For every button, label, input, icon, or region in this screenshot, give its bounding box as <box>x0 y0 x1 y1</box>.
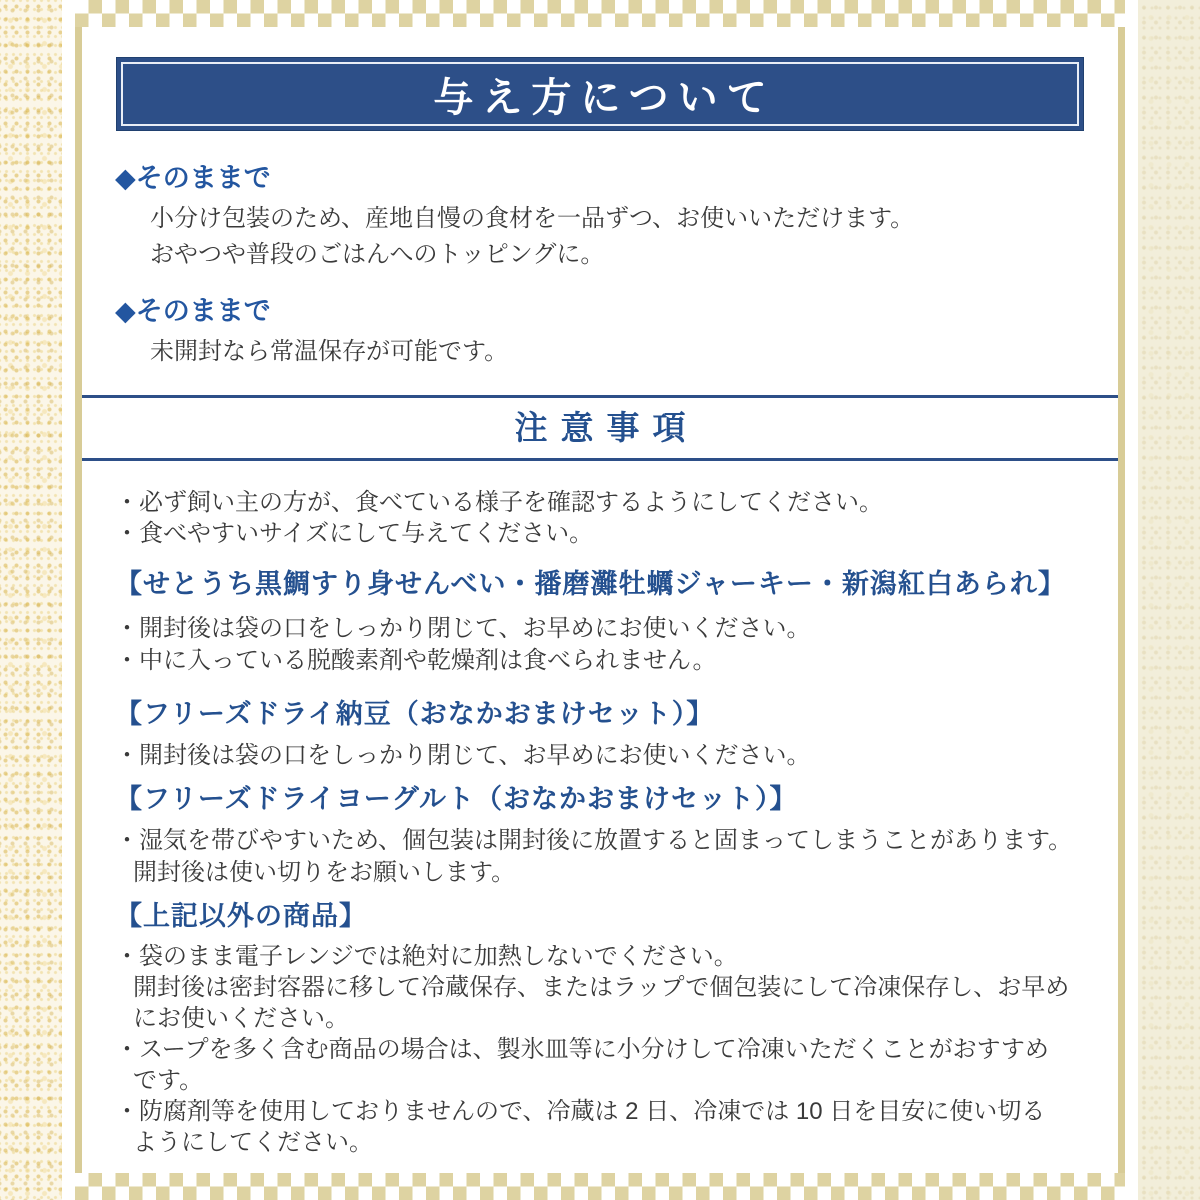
page-title: 与え方について <box>433 75 776 120</box>
right-border-line <box>1118 0 1125 1200</box>
feeding-section-1 <box>82 162 1118 273</box>
caution-item: ・開封後は袋の口をしっかり閉じて、お早めにお使いください。 <box>115 615 811 642</box>
caution-item-continuation: です。 <box>133 1067 204 1094</box>
caution-item: ・必ず飼い主の方が、食べている様子を確認するようにしてください。 <box>115 489 883 516</box>
caution-item: ・袋のまま電子レンジでは絶対に加熱しないでください。 <box>115 943 738 970</box>
caution-item: ・防腐剤等を使用しておりませんので、冷蔵は 2 日、冷凍では 10 日を目安に使い切る <box>115 1098 1046 1125</box>
left-gold-texture <box>0 0 62 1200</box>
caution-item-continuation: 開封後は密封容器に移して冷蔵保存、またはラップで個包装にして冷凍保存し、お早め <box>133 974 1070 1001</box>
caution-item-continuation: にお使いください。 <box>133 1005 349 1032</box>
product-group-list <box>115 825 1085 889</box>
feeding-body-line: おやつや普段のごはんへのトッピングに。 <box>150 241 605 268</box>
product-group-heading: 【フリーズドライヨーグルト（おなかおまけセット）】 <box>115 784 798 814</box>
right-cream-texture <box>1138 0 1200 1200</box>
product-group-heading: 【上記以外の商品】 <box>115 901 367 931</box>
caution-item: ・スープを多く含む商品の場合は、製氷皿等に小分けして冷凍いただくことがおすすめ <box>115 1036 1049 1063</box>
caution-item: ・開封後は袋の口をしっかり閉じて、お早めにお使いください。 <box>115 742 811 769</box>
product-group-3 <box>82 783 1118 889</box>
caution-item-continuation: 開封後は使い切りをお願いします。 <box>133 859 516 886</box>
feeding-section-2 <box>82 295 1118 370</box>
product-group-list <box>115 740 1085 772</box>
product-group-2 <box>82 698 1118 772</box>
caution-item: ・湿気を帯びやすいため、個包装は開封後に放置すると固まってしまうことがあります。 <box>115 827 1073 854</box>
product-group-heading: 【せとうち黒鯛すり身せんべい・播磨灘牡蠣ジャーキー・新潟紅白あられ】 <box>115 569 1066 599</box>
feeding-body-line: 小分け包装のため、産地自慢の食材を一品ずつ、お使いいただけます。 <box>150 205 915 232</box>
content-area <box>82 0 1118 1200</box>
feeding-body-line: 未開封なら常温保存が可能です。 <box>150 338 509 365</box>
left-border-line <box>75 0 82 1200</box>
product-group-list <box>115 941 1085 1158</box>
product-group-list <box>115 613 1085 677</box>
product-group-4 <box>82 900 1118 1158</box>
product-group-heading: 【フリーズドライ納豆（おなかおまけセット）】 <box>115 699 715 729</box>
feeding-heading-1: ◆そのままで <box>115 163 271 193</box>
product-group-1 <box>82 568 1118 677</box>
caution-item-continuation: ようにしてください。 <box>133 1129 373 1156</box>
caution-item: ・食べやすいサイズにして与えてください。 <box>115 520 594 547</box>
cautions-section-title: 注意事項 <box>82 395 1118 461</box>
cautions-general-list <box>82 487 1118 549</box>
caution-item: ・中に入っている脱酸素剤や乾燥剤は食べられません。 <box>115 647 717 674</box>
feeding-heading-2: ◆そのままで <box>115 296 271 326</box>
title-banner <box>116 57 1084 131</box>
